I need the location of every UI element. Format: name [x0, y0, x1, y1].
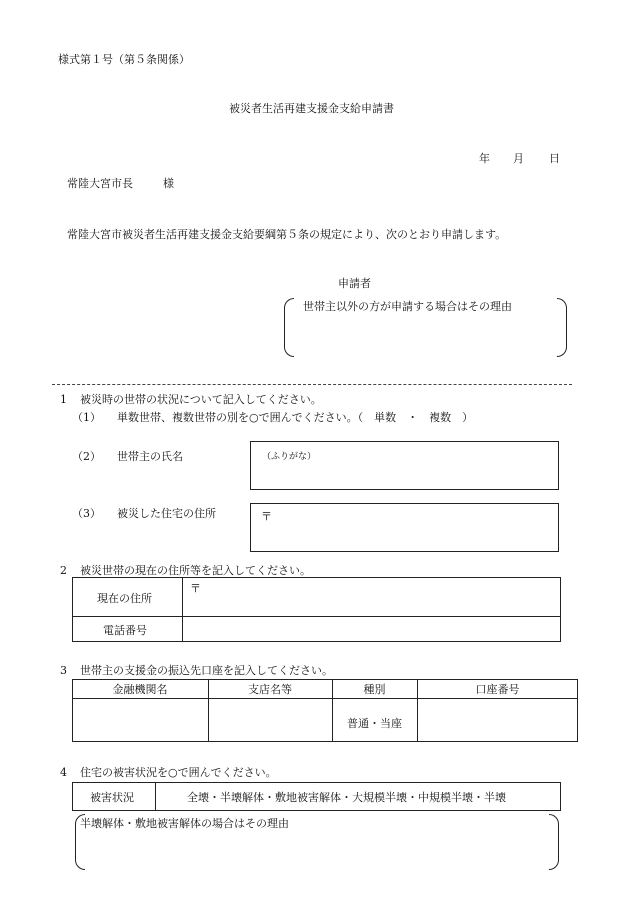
damage-reason-field[interactable] [86, 833, 546, 867]
q1-number: （1） [72, 411, 101, 424]
q2-number: （2） [72, 450, 101, 463]
applicant-reason-note: 世帯主以外の方が申請する場合はその理由 [303, 300, 512, 313]
phone-label: 電話番号 [103, 624, 147, 637]
col-account-type: 種別 [363, 683, 386, 696]
q2-label: 世帯主の氏名 [117, 450, 183, 463]
applicant-label: 申請者 [338, 277, 371, 290]
section1-number: 1 [60, 393, 67, 406]
furigana-label: （ふりがな） [262, 452, 317, 462]
current-address-postal-mark: 〒 [190, 582, 201, 595]
section3-number: 3 [60, 664, 67, 677]
date-month: 月 [513, 152, 524, 165]
damage-status-divider [155, 782, 156, 811]
date-year: 年 [479, 152, 490, 165]
section4-number: 4 [60, 766, 67, 779]
addressee-name: 常陸大宮市長 [67, 177, 133, 190]
damaged-address-postal-mark: 〒 [261, 510, 272, 523]
phone-field[interactable] [183, 617, 560, 641]
document-title: 被災者生活再建支援金支給申請書 [229, 102, 394, 115]
q3-label: 被災した住宅の住所 [117, 507, 216, 520]
applicant-reason-field[interactable] [296, 316, 554, 354]
account-type-options[interactable]: 普通・当座 [347, 717, 402, 730]
section4-heading: 住宅の被害状況を○で囲んでください。 [80, 766, 277, 779]
damage-reason-bracket-right [549, 814, 559, 870]
addressee-honorific: 様 [163, 177, 174, 190]
householder-name-field[interactable] [250, 441, 559, 490]
col-branch: 支店名等 [248, 683, 292, 696]
damage-status-options[interactable]: 全壊・半壊解体・敷地被害解体・大規模半壊・中規模半壊・半壊 [187, 791, 506, 804]
damaged-address-field[interactable] [250, 503, 559, 552]
col-bank-name: 金融機関名 [112, 683, 168, 696]
section3-heading: 世帯主の支援金の振込先口座を記入してください。 [80, 664, 333, 677]
damage-reason-note: 半壊解体・敷地被害解体の場合はその理由 [80, 817, 289, 830]
q3-number: （3） [72, 507, 101, 520]
account-number-field[interactable] [418, 699, 577, 741]
applicant-reason-bracket-right [557, 298, 567, 357]
section2-number: 2 [60, 564, 67, 577]
current-address-field[interactable] [183, 578, 560, 616]
current-address-label: 現在の住所 [97, 592, 152, 605]
section1-heading: 被災時の世帯の状況について記入してください。 [80, 393, 322, 406]
applicant-reason-bracket-left [284, 298, 294, 357]
date-day: 日 [549, 152, 560, 165]
intro-text: 常陸大宮市被災者生活再建支援金支給要綱第５条の規定により、次のとおり申請します。 [67, 228, 507, 241]
form-number: 様式第１号（第５条関係） [58, 53, 190, 66]
bank-name-field[interactable] [73, 699, 208, 741]
damage-status-label: 被害状況 [90, 791, 134, 804]
branch-field[interactable] [209, 699, 332, 741]
col-account-number: 口座番号 [475, 683, 520, 696]
cut-line [52, 384, 572, 385]
section2-heading: 被災世帯の現在の住所等を記入してください。 [80, 564, 311, 577]
q1-text: 単数世帯、複数世帯の別を○で囲んでください。（ 単数 ・ 複数 ） [117, 411, 474, 424]
